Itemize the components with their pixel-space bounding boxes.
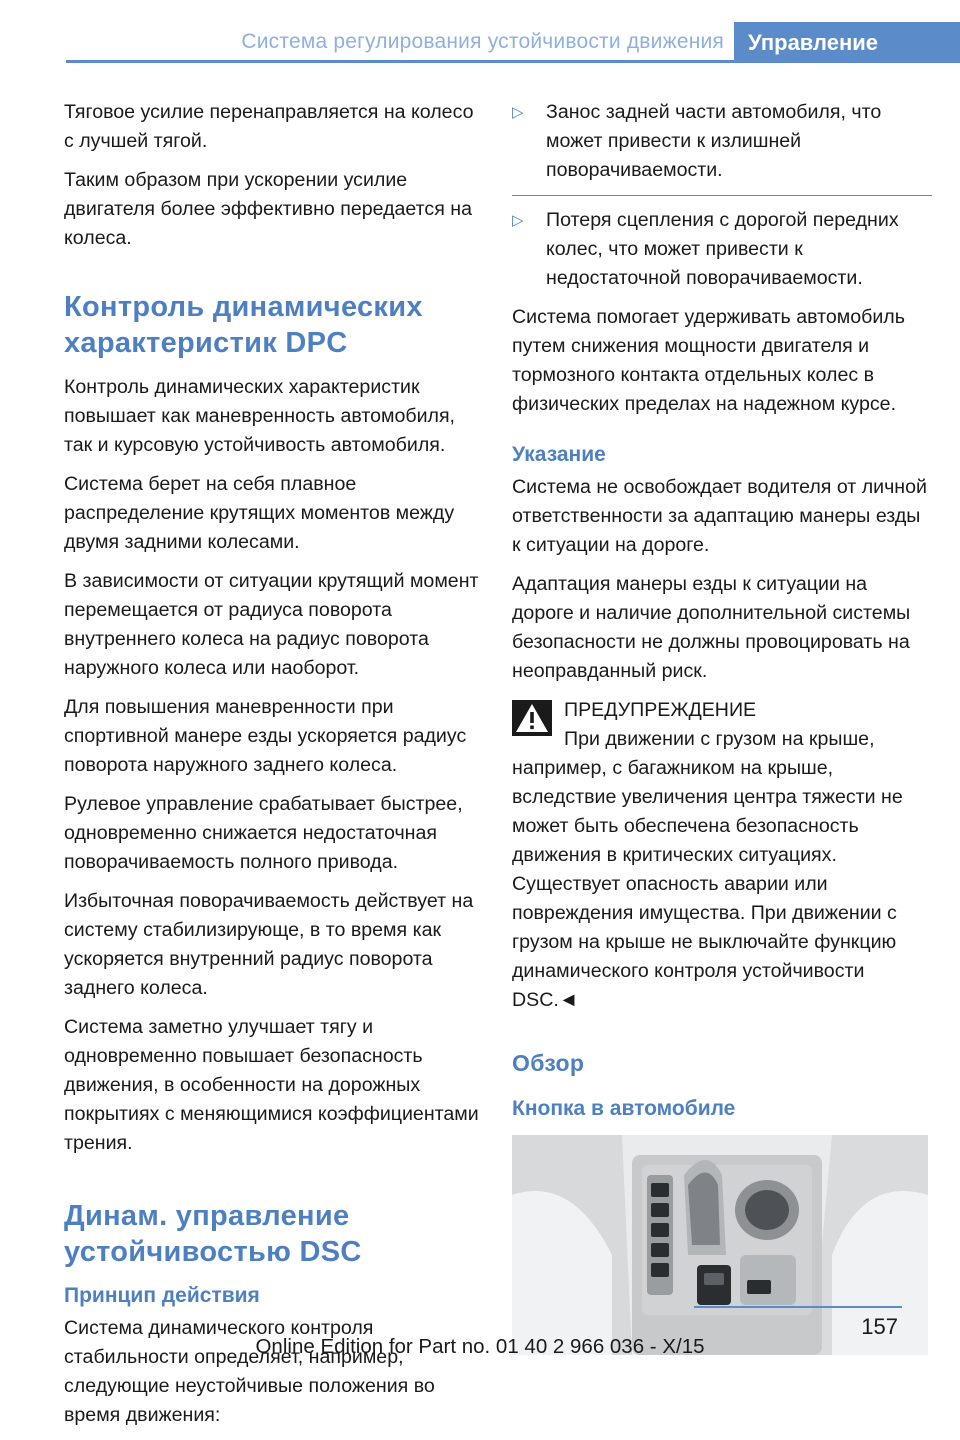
warning-box — [512, 696, 932, 1015]
footer-rule — [694, 1306, 902, 1308]
intro-paragraph-2: Таким образом при ускорении усилие двигателя более эффективно передается на колеса. — [64, 169, 473, 249]
list-divider — [512, 195, 932, 196]
dpc-paragraph-5: Рулевое управление срабатывает быстрее, одновременно снижается недостаточная поворачиваемость полного привода. — [64, 793, 463, 873]
note-paragraph-1: Система не освобождает водителя от личной ответственности за адаптацию манеры езды к ситуации на дороге. — [512, 476, 927, 556]
dsc-heading: Динам. управление устойчивостью DSC — [64, 1200, 362, 1268]
bullet-text-1: Занос задней части автомобиля, что может привести к излишней поворачиваемости. — [546, 101, 882, 181]
list-item — [512, 98, 932, 185]
dpc-paragraph-6: Избыточная поворачиваемость действует на систему стабилизирующе, в то время как ускоряется внутренний радиус поворота заднего колеса. — [64, 890, 474, 999]
note-heading: Указание — [512, 443, 606, 466]
overview-heading: Обзор — [512, 1050, 585, 1076]
warning-title: ПРЕДУПРЕЖДЕНИЕ — [564, 699, 757, 721]
triangle-bullet-icon: ▷ — [512, 104, 524, 121]
warning-text: При движении с грузом на крыше, например, с багажником на крыше, вследствие увеличения центра тяжести не может быть обеспечена безопасность движения в критических ситуациях. Существует опасность аварии или повреждения имущества. При движении с грузом на крыше не выключайте функцию динамического контроля устойчивости DSC.◄ — [512, 728, 903, 1011]
page-number: 157 — [861, 1314, 898, 1339]
chapter-tab[interactable]: Управление — [734, 22, 960, 62]
principle-heading: Принцип действия — [64, 1284, 260, 1307]
principle-paragraph: Система динамического контроля стабильности определяет, например, следующие неустойчивые положения во время движения: — [64, 1317, 435, 1426]
dpc-heading: Контроль динамических характеристик DPC — [64, 291, 423, 359]
dpc-paragraph-3: В зависимости от ситуации крутящий момент перемещается от радиуса поворота внутреннего колеса на радиус поворота наружного колеса или наоборот. — [64, 570, 479, 679]
dpc-paragraph-1: Контроль динамических характеристик повышает как маневренность автомобиля, так и курсовую устойчивость автомобиля. — [64, 376, 455, 456]
left-column — [64, 98, 480, 1440]
dpc-paragraph-7: Система заметно улучшает тягу и одновременно повышает безопасность движения, в особенности на дорожных покрытиях с меняющимися коэффициентами трения. — [64, 1016, 479, 1154]
list-item — [512, 206, 932, 293]
dpc-paragraph-4: Для повышения маневренности при спортивной манере езды ускоряется радиус поворота наружного заднего колеса. — [64, 696, 467, 776]
right-column — [512, 98, 932, 1355]
note-paragraph-2: Адаптация манеры езды к ситуации на дороге и наличие дополнительной системы безопасности не должны провоцировать на неоправданный риск. — [512, 573, 911, 682]
dpc-paragraph-2: Система берет на себя плавное распределение крутящих моментов между двумя задними колесами. — [64, 473, 455, 553]
triangle-bullet-icon: ▷ — [512, 212, 524, 229]
bullet-text-2: Потеря сцепления с дорогой передних колес, что может привести к недостаточной поворачиваемости. — [546, 209, 899, 289]
intro-paragraph-1: Тяговое усилие перенаправляется на колесо с лучшей тягой. — [64, 101, 474, 152]
button-heading: Кнопка в автомобиле — [512, 1097, 736, 1120]
edition-footer: Online Edition for Part no. 01 40 2 966 036 - X/15 — [255, 1335, 705, 1358]
system-paragraph: Система помогает удерживать автомобиль путем снижения мощности двигателя и тормозного контакта отдельных колес в физических пределах на надежном курсе. — [512, 306, 905, 415]
section-title: Система регулирования устойчивости движения — [241, 30, 724, 53]
warning-triangle-icon — [512, 700, 552, 736]
